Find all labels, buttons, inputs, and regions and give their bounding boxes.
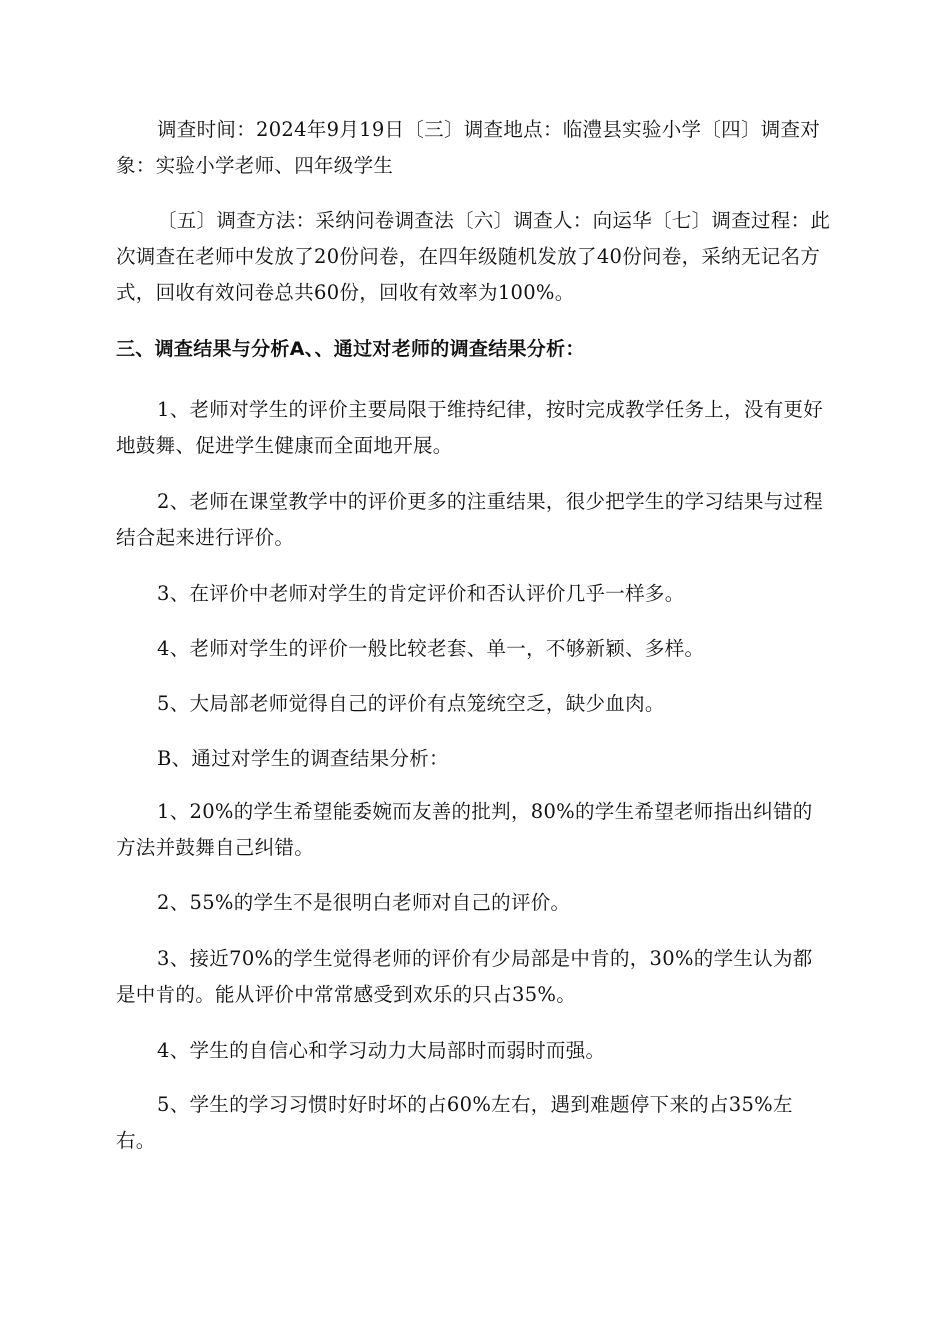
section-heading-results: 三、调查结果与分析A、、通过对老师的调查结果分析：: [116, 338, 585, 360]
student-finding-5: 5、学生的学习习惯时好时坏的占60%左右，遇到难题停下来的占35%左右。: [116, 1093, 793, 1152]
teacher-finding-3: 3、在评价中老师对学生的肯定评价和否认评价几乎一样多。: [157, 582, 685, 605]
student-section-title: B、通过对学生的调查结果分析：: [157, 747, 449, 770]
student-finding-3: 3、接近70%的学生觉得老师的评价有少局部是中肯的，30%的学生认为都是中肯的。能从评价中常常感受到欢乐的只占35%。: [116, 947, 813, 1006]
teacher-finding-5: 5、大局部老师觉得自己的评价有点笼统空乏，缺少血肉。: [157, 692, 665, 715]
student-finding-2: 2、55%的学生不是很明白老师对自己的评价。: [157, 891, 571, 914]
teacher-finding-2: 2、老师在课堂教学中的评价更多的注重结果，很少把学生的学习结果与过程结合起来进行评价。: [116, 490, 824, 549]
survey-method-paragraph: 〔五〕调查方法：采纳问卷调查法〔六〕调查人：向运华〔七〕调查过程：此次调查在老师中发放了20份问卷，在四年级随机发放了40份问卷，采纳无记名方式，回收有效问卷总共60份，回收有效率为100%。: [116, 209, 831, 304]
student-finding-4: 4、学生的自信心和学习动力大局部时而弱时而强。: [157, 1039, 606, 1062]
survey-time-paragraph: 调查时间：2024年9月19日〔三〕调查地点：临澧县实验小学〔四〕调查对象：实验小学老师、四年级学生: [116, 118, 821, 177]
teacher-finding-1: 1、老师对学生的评价主要局限于维持纪律，按时完成教学任务上，没有更好地鼓舞、促进学生健康而全面地开展。: [116, 398, 824, 457]
student-finding-1: 1、20%的学生希望能委婉而友善的批判，80%的学生希望老师指出纠错的方法并鼓舞自己纠错。: [116, 800, 813, 859]
teacher-finding-4: 4、老师对学生的评价一般比较老套、单一，不够新颖、多样。: [157, 637, 705, 660]
